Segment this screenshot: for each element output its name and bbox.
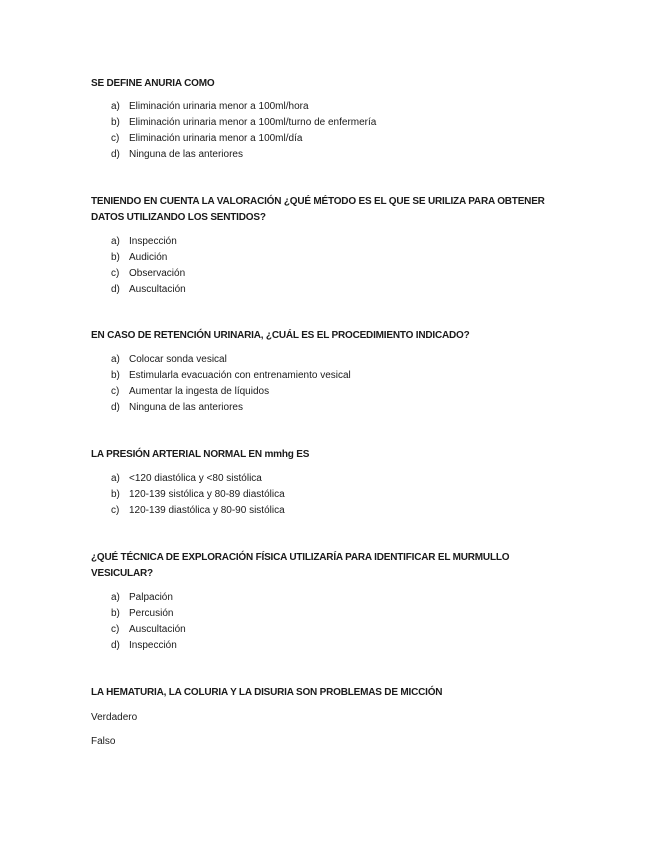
- option-3a: [111, 352, 351, 368]
- answer-true: Verdadero: [91, 712, 138, 723]
- option-letter: a): [111, 101, 120, 112]
- option-4c: [111, 503, 285, 519]
- option-5c: [111, 622, 186, 638]
- question-3-options: [111, 352, 351, 416]
- option-letter: d): [111, 284, 120, 295]
- option-letter: d): [111, 149, 120, 160]
- option-1c: [111, 131, 376, 147]
- option-text: Ninguna de las anteriores: [129, 149, 243, 160]
- option-text: Auscultación: [129, 624, 186, 635]
- option-3b: [111, 368, 351, 384]
- answer-false: Falso: [91, 736, 116, 747]
- question-5-title: ¿QUÉ TÉCNICA DE EXPLORACIÓN FÍSICA UTILIZARÍA PARA IDENTIFICAR EL MURMULLO VESICULAR?: [91, 552, 510, 579]
- option-text: Estimularla evacuación con entrenamiento vesical: [129, 370, 351, 381]
- option-letter: d): [111, 402, 120, 413]
- question-2-options: [111, 234, 186, 298]
- option-letter: a): [111, 236, 120, 247]
- option-letter: a): [111, 473, 120, 484]
- question-4-options: [111, 471, 285, 519]
- option-3c: [111, 384, 351, 400]
- option-2b: [111, 250, 186, 266]
- option-5a: [111, 590, 186, 606]
- option-2a: [111, 234, 186, 250]
- option-text: Colocar sonda vesical: [129, 354, 227, 365]
- option-text: Auscultación: [129, 284, 186, 295]
- option-text: Eliminación urinaria menor a 100ml/día: [129, 133, 303, 144]
- question-4-title: LA PRESIÓN ARTERIAL NORMAL EN mmhg ES: [91, 449, 310, 460]
- question-1-title: SE DEFINE ANURIA COMO: [91, 78, 215, 89]
- option-letter: c): [111, 133, 120, 144]
- option-text: Ninguna de las anteriores: [129, 402, 243, 413]
- option-2d: [111, 282, 186, 298]
- option-letter: d): [111, 640, 120, 651]
- option-text: Inspección: [129, 236, 177, 247]
- option-letter: b): [111, 489, 120, 500]
- option-text: Eliminación urinaria menor a 100ml/turno de enfermería: [129, 117, 377, 128]
- option-text: Aumentar la ingesta de líquidos: [129, 386, 270, 397]
- option-text: Palpación: [129, 592, 173, 603]
- option-3d: [111, 400, 351, 416]
- option-letter: b): [111, 370, 120, 381]
- option-2c: [111, 266, 186, 282]
- option-text: Audición: [129, 252, 168, 263]
- option-letter: c): [111, 624, 120, 635]
- option-letter: c): [111, 505, 120, 516]
- option-text: Observación: [129, 268, 186, 279]
- option-text: Percusión: [129, 608, 174, 619]
- question-6-title: LA HEMATURIA, LA COLURIA Y LA DISURIA SON PROBLEMAS DE MICCIÓN: [91, 687, 443, 698]
- question-3-title: EN CASO DE RETENCIÓN URINARIA, ¿CUÁL ES EL PROCEDIMIENTO INDICADO?: [91, 330, 470, 341]
- question-1-options: [111, 99, 376, 163]
- option-5d: [111, 638, 186, 654]
- option-4a: [111, 471, 285, 487]
- option-letter: b): [111, 117, 120, 128]
- option-letter: c): [111, 268, 120, 279]
- option-text: Inspección: [129, 640, 177, 651]
- option-text: <120 diastólica y <80 sistólica: [129, 473, 262, 484]
- option-letter: a): [111, 354, 120, 365]
- option-text: 120-139 sistólica y 80-89 diastólica: [129, 489, 285, 500]
- option-letter: a): [111, 592, 120, 603]
- option-text: Eliminación urinaria menor a 100ml/hora: [129, 101, 309, 112]
- option-letter: b): [111, 608, 120, 619]
- question-5-options: [111, 590, 186, 654]
- option-1d: [111, 147, 376, 163]
- option-1b: [111, 115, 376, 131]
- option-letter: b): [111, 252, 120, 263]
- question-2-title: TENIENDO EN CUENTA LA VALORACIÓN ¿QUÉ MÉTODO ES EL QUE SE URILIZA PARA OBTENER DATOS UTILIZANDO LOS SENTIDOS?: [91, 196, 545, 223]
- option-letter: c): [111, 386, 120, 397]
- option-5b: [111, 606, 186, 622]
- option-4b: [111, 487, 285, 503]
- option-1a: [111, 99, 376, 115]
- option-text: 120-139 diastólica y 80-90 sistólica: [129, 505, 285, 516]
